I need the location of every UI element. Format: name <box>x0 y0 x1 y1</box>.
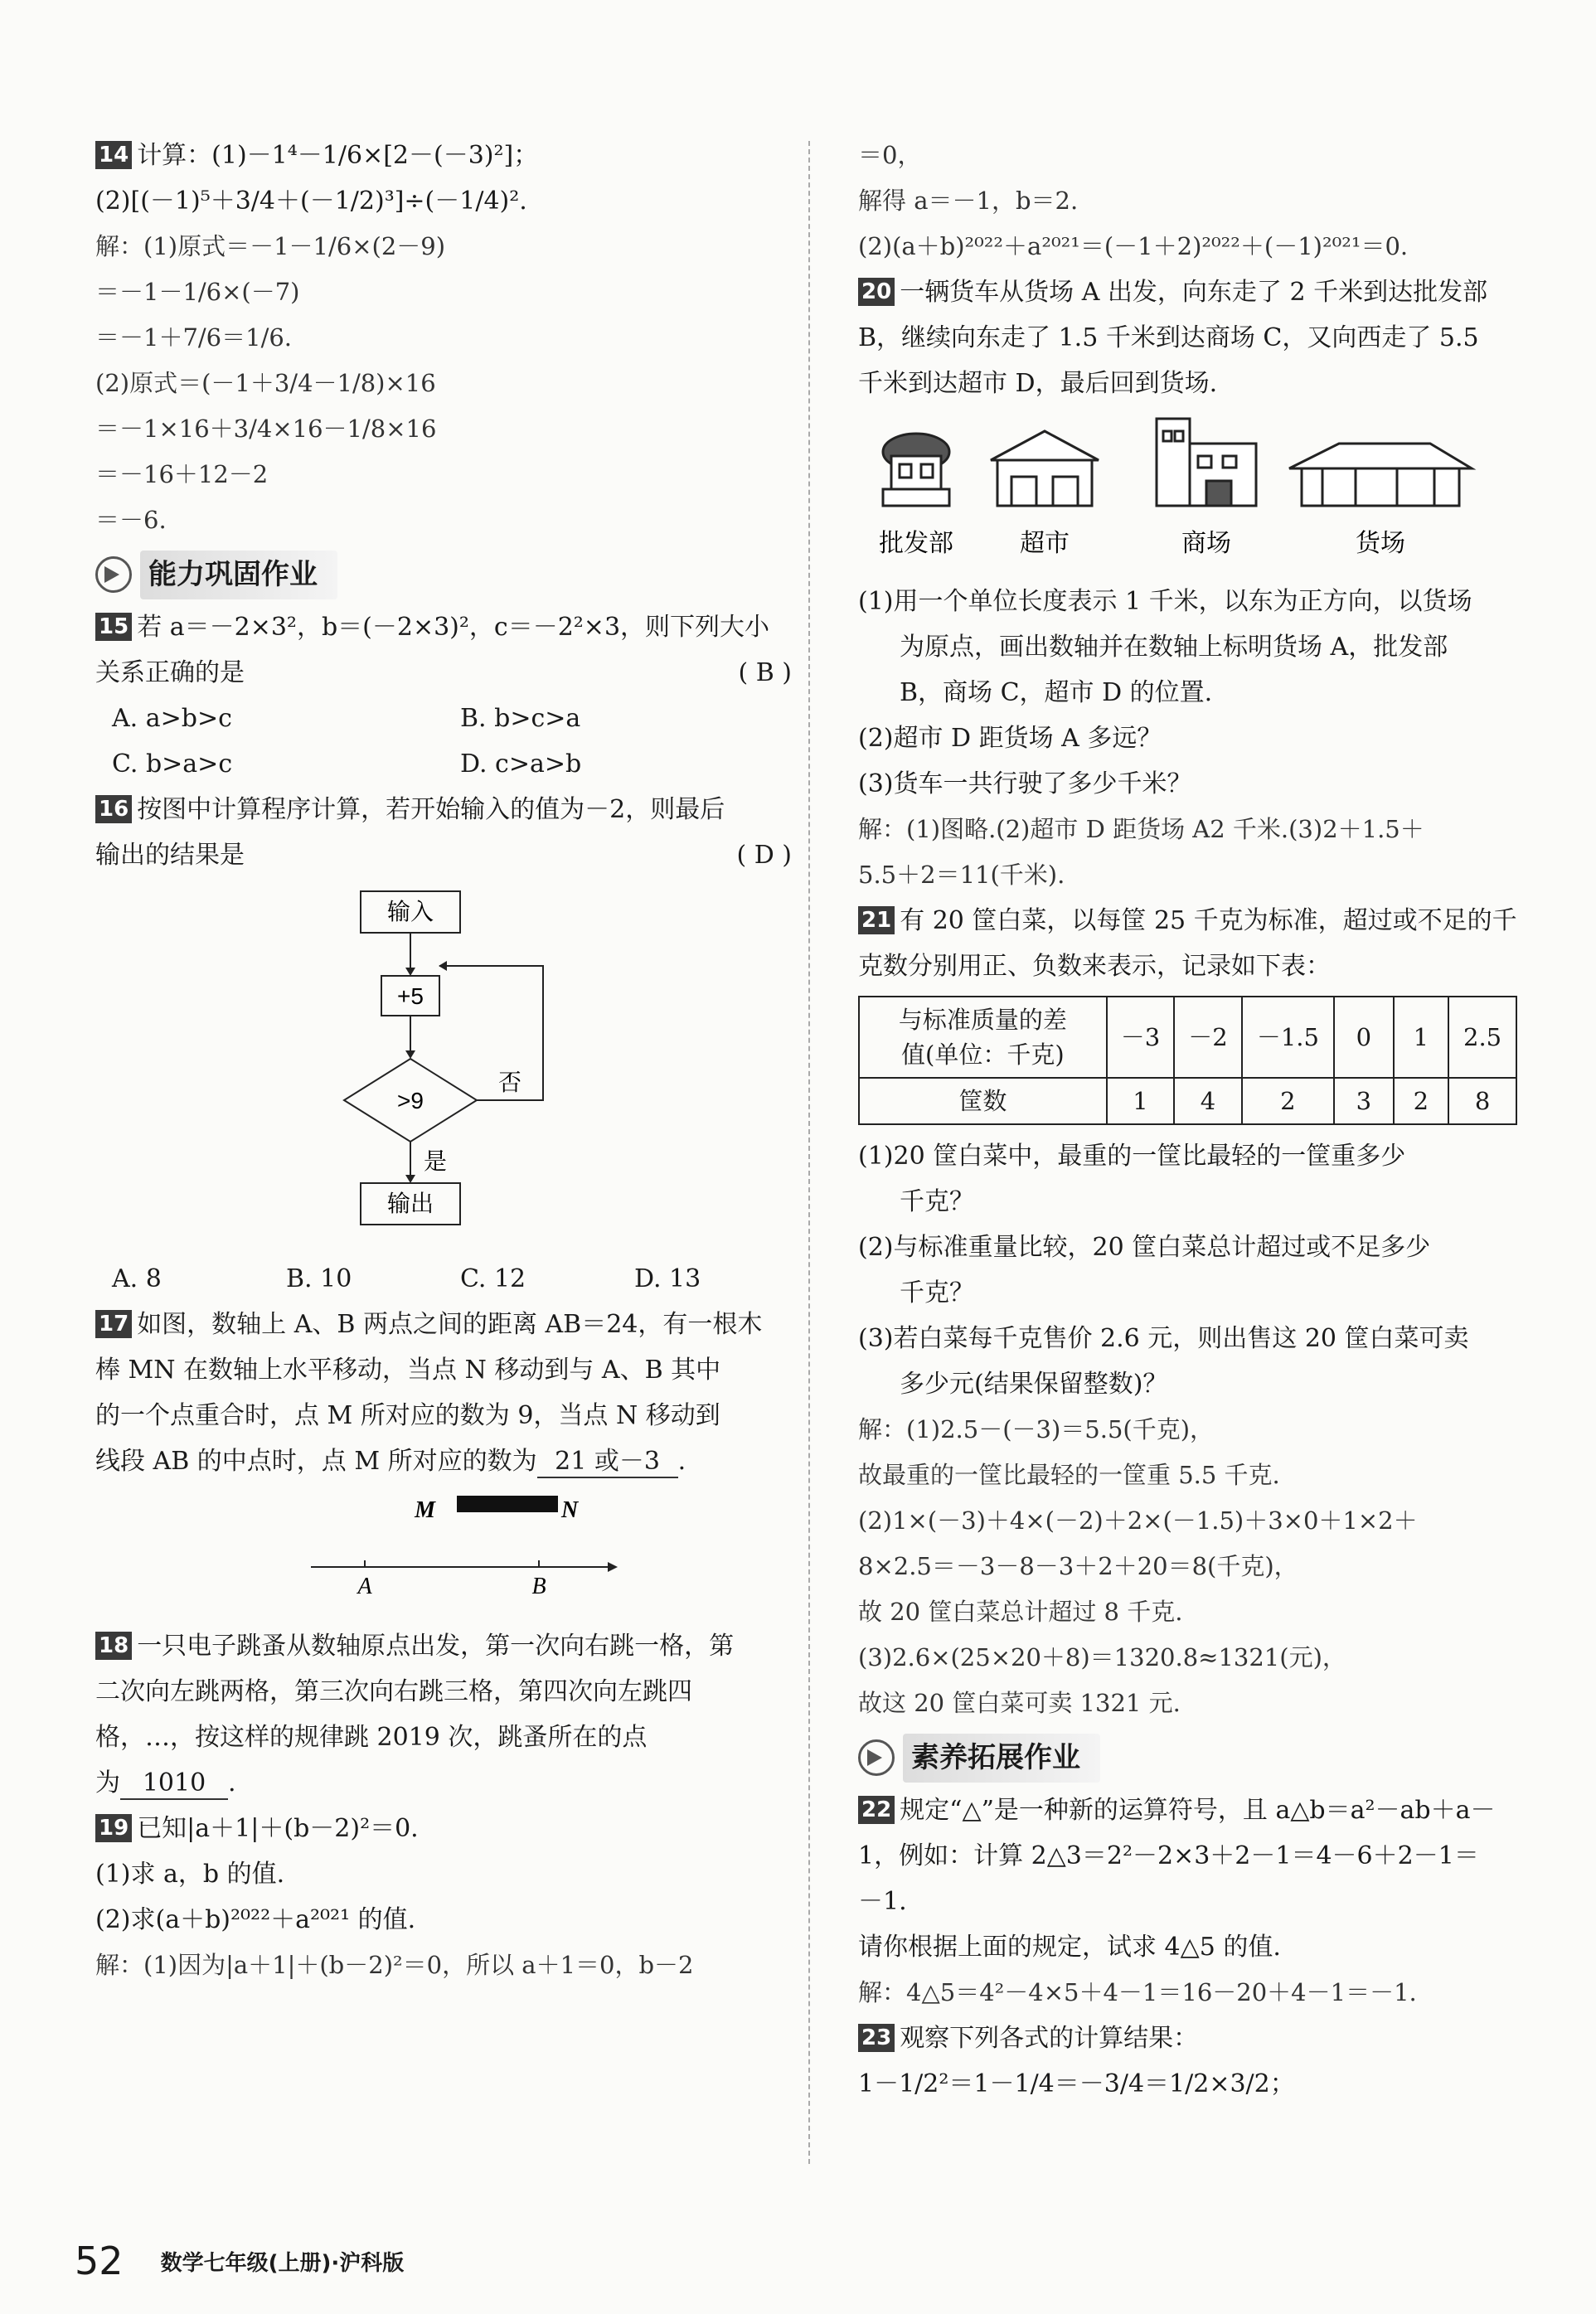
q18-number: 18 <box>95 1632 132 1660</box>
q15-answer: ( B ) <box>738 658 792 687</box>
section-title: 素养拓展作业 <box>903 1734 1100 1783</box>
q22: 22 规定“△”是一种新的运算符号，且 a△b＝a²－ab＋a－ 1，例如：计算 2△3＝2²－2×3＋2－1＝4－6＋2－1＝ －1. 请你根据上面的规定，试求 4△5 的值. 解：4△5＝4²－4×5＋4－1＝16－20＋4－1＝－1. <box>858 1796 1496 2006</box>
q16-answer: ( D ) <box>736 841 792 870</box>
q15-number: 15 <box>95 613 132 641</box>
flow-input: 输入 <box>386 899 434 924</box>
svg-text:批发部: 批发部 <box>879 530 953 557</box>
q16-number: 16 <box>95 795 132 823</box>
page-footer <box>75 2239 404 2283</box>
stick-mn <box>457 1496 558 1512</box>
q19-solution-cont: ＝0， 解得 a＝－1，b＝2. (2)(a＋b)²⁰²²＋a²⁰²¹＝(－1＋2)²⁰²²＋(－1)²⁰²¹＝0. <box>858 141 1409 260</box>
q14-line2: (2)[(－1)⁵＋3/4＋(－1/2)³]÷(－1/4)². <box>95 187 527 216</box>
svg-text:超市: 超市 <box>1020 530 1070 557</box>
flow-cond: >9 <box>397 1088 424 1113</box>
q14-solution: 解：(1)原式＝－1－1/6×(2－9) ＝－1－1/6×(－7) ＝－1＋7/6＝1/6. (2)原式＝(－1＋3/4－1/8)×16 ＝－1×16＋3/4×16－1/8×16 ＝－16＋12－2 ＝－6. <box>95 232 446 534</box>
left-column <box>95 133 792 1988</box>
section-ability <box>95 550 792 599</box>
svg-text:A: A <box>357 1574 372 1599</box>
q17-blank: 21 或－3 <box>537 1447 678 1478</box>
column-divider <box>808 141 810 2164</box>
q21-number: 21 <box>858 906 895 934</box>
q14-line1: 14 计算：(1)－1⁴－1/6×[2－(－3)²]； <box>95 133 792 178</box>
section-title: 能力巩固作业 <box>140 551 337 599</box>
page-number: 52 <box>75 2239 124 2283</box>
q15: 15 若 a＝－2×3²，b＝(－2×3)²，c＝－2²×3，则下列大小 关系正确的是 ( B ) A. a>b>c B. b>c>a C. b>a>c D. c>a>b <box>95 613 792 779</box>
q19-number: 19 <box>95 1814 132 1842</box>
buildings-illustration <box>858 406 1517 564</box>
q21-solution: 解：(1)2.5－(－3)＝5.5(千克)， 故最重的一筐比最轻的一筐重 5.5 千克. (2)1×(－3)＋4×(－2)＋2×(－1.5)＋3×0＋1×2＋ 8×2.5＝－3－8－3＋2＋20＝8(千克)， 故 20 筐白菜总计超过 8 千克. (3)2.6×(25×20＋8)＝1320.8≈1321(元)， 故这 20 筐白菜可卖 1321 元. <box>858 1415 1418 1717</box>
q18: 18 一只电子跳蚤从数轴原点出发，第一次向右跳一格，第 二次向左跳两格，第三次向右跳三格，第四次向左跳四 格，…，按这样的规律跳 2019 次，跳蚤所在的点 为 1010 . <box>95 1623 792 1806</box>
q16: 16 按图中计算程序计算，若开始输入的值为－2，则最后 输出的结果是 ( D ) 输入 +5 >9 否 是 输出 A. 8 B. 10 C. 12 D. 13 <box>95 795 792 1293</box>
q23-number: 23 <box>858 2024 895 2052</box>
arrow-icon <box>858 1739 895 1776</box>
q22-number: 22 <box>858 1796 895 1824</box>
section-extension <box>858 1733 1517 1783</box>
flow-output: 输出 <box>386 1191 434 1216</box>
table-row: 与标准质量的差 值(单位：千克) －3 －2 －1.5 0 1 2.5 <box>859 997 1516 1078</box>
q17: 17 如图，数轴上 A、B 两点之间的距离 AB＝24，有一根木 棒 MN 在数轴上水平移动，当点 N 移动到与 A、B 其中 的一个点重合时，点 M 所对应的数为 9，当点 N 移动到 线段 AB 的中点时，点 M 所对应的数为 21 或－3 . M N A B <box>95 1302 792 1623</box>
q20-number: 20 <box>858 278 895 306</box>
svg-text:M: M <box>415 1497 435 1523</box>
q23: 23 观察下列各式的计算结果： 1－1/2²＝1－1/4＝－3/4＝1/2×3/2； <box>858 2024 1295 2098</box>
svg-text:商场: 商场 <box>1181 530 1231 557</box>
book-title: 数学七年级(上册)·沪科版 <box>160 2250 405 2276</box>
flow-yes: 是 <box>423 1148 448 1174</box>
wholesale-building-icon <box>883 434 949 506</box>
q18-blank: 1010 <box>120 1768 228 1800</box>
mall-building-icon <box>1157 419 1256 506</box>
q21: 21 有 20 筐白菜，以每筐 25 千克为标准，超过或不足的千 克数分别用正、负数来表示，记录如下表： 与标准质量的差 值(单位：千克) －3 －2 －1.5 0 1 2.5 筐数 1 4 2 3 2 8 (1)20 筐白菜中，最重的一筐比最轻的一筐重多少 千克？ (2)与标准重量比较，20 筐白菜总计超过或不足多少 千克？ (3)若白菜每千克售价 2.6 元，则出售这 20 筐白菜可卖 多少元(结果保留整数)？ 解：(1)2.5－(－3)＝5.5(千克)， 故最重的一筐比最轻的一筐重 5.5 千克. (2)1×(－3)＋4×(－2)＋2×(－1.5)＋3×0＋1×2＋ 8×2.5＝－3－8－3＋2＋20＝8(千克)， 故 20 筐白菜总计超过 8 千克. (3)2.6×(25×20＋8)＝1320.8≈1321(元)， 故这 20 筐白菜可卖 1321 元. <box>858 898 1517 1726</box>
flow-no: 否 <box>497 1070 522 1095</box>
record-table <box>858 996 1517 1125</box>
right-column <box>858 133 1517 2107</box>
table-row: 筐数 1 4 2 3 2 8 <box>859 1078 1516 1124</box>
q20: 20 一辆货车从货场 A 出发，向东走了 2 千米到达批发部 B，继续向东走了 1.5 千米到达商场 C，又向西走了 5.5 千米到达超市 D，最后回到货场. 批发部 超市 商场 货场 (1)用一个单位长度表示 1 千米，以东为正方向，以货场 为原点，画出数轴并在数轴上标明货场 A，批发部 B，商场 C，超市 D 的位置. (2)超市 D 距货场 A 多远？ (3)货车一共行驶了多少千米？ 解：(1)图略.(2)超市 D 距货场 A2 千米.(3)2＋1.5＋ 5.5＋2＝11(千米). <box>858 269 1517 898</box>
flow-add: +5 <box>397 983 424 1009</box>
supermarket-building-icon <box>991 431 1099 506</box>
q14-number: 14 <box>95 141 132 169</box>
q19: 19 已知|a＋1|＋(b－2)²＝0. (1)求 a，b 的值. (2)求(a＋b)²⁰²²＋a²⁰²¹ 的值. 解：(1)因为|a＋1|＋(b－2)²＝0，所以 a＋1＝0，b－2 <box>95 1814 694 1979</box>
flowchart <box>95 883 792 1248</box>
arrow-icon <box>95 556 132 593</box>
warehouse-building-icon <box>1289 444 1472 506</box>
svg-text:B: B <box>531 1574 546 1599</box>
svg-text:货场: 货场 <box>1356 530 1405 557</box>
q17-number: 17 <box>95 1310 132 1338</box>
number-line-mn <box>95 1484 792 1608</box>
svg-text:N: N <box>561 1497 579 1523</box>
